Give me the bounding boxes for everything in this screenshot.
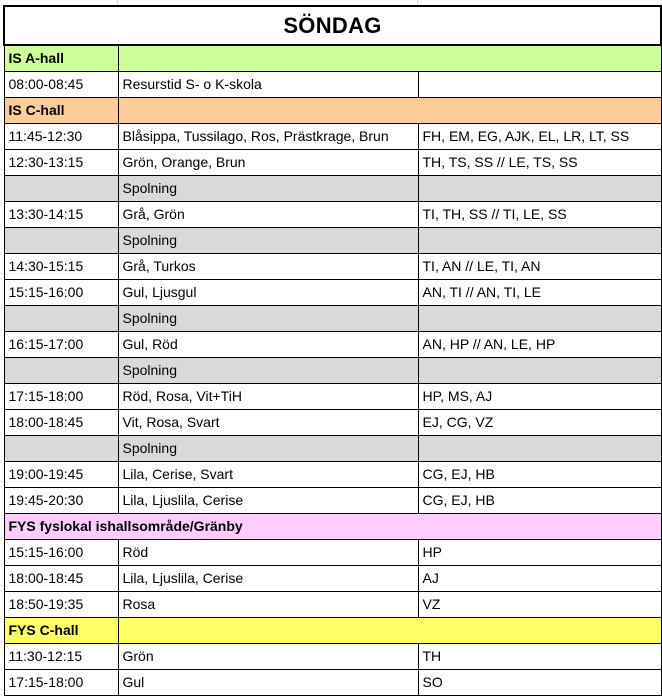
groups-cell[interactable]: Gul <box>118 670 418 696</box>
groups-cell[interactable]: Lila, Ljuslila, Cerise <box>118 566 418 592</box>
groups-cell[interactable]: Vit, Rosa, Svart <box>118 410 418 436</box>
leaders-cell[interactable]: AN, TI // AN, TI, LE <box>418 280 661 306</box>
table-row[interactable] <box>4 384 661 410</box>
spolning-row[interactable] <box>4 228 661 254</box>
leaders-cell[interactable]: TI, TH, SS // TI, LE, SS <box>418 202 661 228</box>
time-cell[interactable]: 08:00-08:45 <box>4 72 118 98</box>
groups-cell[interactable]: Resurstid S- o K-skola <box>118 72 418 98</box>
leaders-cell[interactable]: AN, HP // AN, LE, HP <box>418 332 661 358</box>
section-fill[interactable] <box>118 98 661 124</box>
leaders-cell[interactable]: HP <box>418 540 661 566</box>
table-row[interactable] <box>4 488 661 514</box>
time-cell[interactable] <box>4 358 118 384</box>
groups-cell[interactable]: Grå, Grön <box>118 202 418 228</box>
leaders-cell[interactable] <box>418 176 661 202</box>
leaders-cell[interactable]: EJ, CG, VZ <box>418 410 661 436</box>
table-row[interactable] <box>4 462 661 488</box>
groups-cell[interactable]: Spolning <box>118 176 418 202</box>
table-row[interactable] <box>4 254 661 280</box>
groups-cell[interactable]: Röd <box>118 540 418 566</box>
time-cell[interactable] <box>4 228 118 254</box>
groups-cell[interactable]: Rosa <box>118 592 418 618</box>
groups-cell[interactable]: Lila, Cerise, Svart <box>118 462 418 488</box>
spolning-row[interactable] <box>4 436 661 462</box>
groups-cell[interactable]: Lila, Ljuslila, Cerise <box>118 488 418 514</box>
time-cell[interactable] <box>4 436 118 462</box>
time-cell[interactable] <box>4 306 118 332</box>
leaders-cell[interactable]: SO <box>418 670 661 696</box>
section-title[interactable]: IS C-hall <box>4 98 118 124</box>
groups-cell[interactable]: Röd, Rosa, Vit+TiH <box>118 384 418 410</box>
section-fill[interactable] <box>118 45 661 72</box>
time-cell[interactable]: 17:15-18:00 <box>4 670 118 696</box>
page-title: SÖNDAG <box>4 6 661 45</box>
table-row[interactable] <box>4 72 661 98</box>
leaders-cell[interactable] <box>418 72 661 98</box>
leaders-cell[interactable]: AJ <box>418 566 661 592</box>
groups-cell[interactable]: Spolning <box>118 306 418 332</box>
section-header-row[interactable] <box>4 514 661 540</box>
section-title[interactable]: FYS fyslokal ishallsområde/Gränby <box>4 514 661 540</box>
leaders-cell[interactable]: TH, TS, SS // LE, TS, SS <box>418 150 661 176</box>
leaders-cell[interactable] <box>418 306 661 332</box>
groups-cell[interactable]: Gul, Ljusgul <box>118 280 418 306</box>
groups-cell[interactable]: Spolning <box>118 436 418 462</box>
groups-cell[interactable]: Spolning <box>118 358 418 384</box>
section-title[interactable]: IS A-hall <box>4 45 118 72</box>
groups-cell[interactable]: Gul, Röd <box>118 332 418 358</box>
time-cell[interactable]: 19:00-19:45 <box>4 462 118 488</box>
leaders-cell[interactable] <box>418 358 661 384</box>
leaders-cell[interactable]: CG, EJ, HB <box>418 488 661 514</box>
time-cell[interactable]: 17:15-18:00 <box>4 384 118 410</box>
groups-cell[interactable]: Grön, Orange, Brun <box>118 150 418 176</box>
section-header-row[interactable] <box>4 45 661 72</box>
leaders-cell[interactable] <box>418 228 661 254</box>
leaders-cell[interactable]: FH, EM, EG, AJK, EL, LR, LT, SS <box>418 124 661 150</box>
table-row[interactable] <box>4 592 661 618</box>
groups-cell[interactable]: Grå, Turkos <box>118 254 418 280</box>
leaders-cell[interactable]: CG, EJ, HB <box>418 462 661 488</box>
time-cell[interactable]: 18:00-18:45 <box>4 410 118 436</box>
table-row[interactable] <box>4 332 661 358</box>
time-cell[interactable]: 19:45-20:30 <box>4 488 118 514</box>
table-row[interactable] <box>4 202 661 228</box>
time-cell[interactable]: 12:30-13:15 <box>4 150 118 176</box>
leaders-cell[interactable]: TI, AN // LE, TI, AN <box>418 254 661 280</box>
time-cell[interactable]: 18:00-18:45 <box>4 566 118 592</box>
time-cell[interactable]: 11:45-12:30 <box>4 124 118 150</box>
leaders-cell[interactable]: TH <box>418 644 661 670</box>
table-row[interactable] <box>4 124 661 150</box>
time-cell[interactable] <box>4 176 118 202</box>
section-fill[interactable] <box>118 618 661 644</box>
leaders-cell[interactable]: VZ <box>418 592 661 618</box>
time-cell[interactable]: 16:15-17:00 <box>4 332 118 358</box>
time-cell[interactable]: 13:30-14:15 <box>4 202 118 228</box>
time-cell[interactable]: 11:30-12:15 <box>4 644 118 670</box>
groups-cell[interactable]: Blåsippa, Tussilago, Ros, Prästkrage, Brun <box>118 124 418 150</box>
time-cell[interactable]: 14:30-15:15 <box>4 254 118 280</box>
groups-cell[interactable]: Spolning <box>118 228 418 254</box>
table-row[interactable] <box>4 280 661 306</box>
leaders-cell[interactable]: HP, MS, AJ <box>418 384 661 410</box>
table-row[interactable] <box>4 670 661 696</box>
leaders-cell[interactable] <box>418 436 661 462</box>
spolning-row[interactable] <box>4 176 661 202</box>
table-row[interactable] <box>4 644 661 670</box>
table-row[interactable] <box>4 150 661 176</box>
time-cell[interactable]: 18:50-19:35 <box>4 592 118 618</box>
time-cell[interactable]: 15:15-16:00 <box>4 540 118 566</box>
table-row[interactable] <box>4 540 661 566</box>
groups-cell[interactable]: Grön <box>118 644 418 670</box>
table-row[interactable] <box>4 410 661 436</box>
schedule-table <box>3 5 662 696</box>
section-header-row[interactable] <box>4 98 661 124</box>
section-header-row[interactable] <box>4 618 661 644</box>
spolning-row[interactable] <box>4 358 661 384</box>
title-row <box>4 6 661 45</box>
section-title[interactable]: FYS C-hall <box>4 618 118 644</box>
spolning-row[interactable] <box>4 306 661 332</box>
time-cell[interactable]: 15:15-16:00 <box>4 280 118 306</box>
table-row[interactable] <box>4 566 661 592</box>
